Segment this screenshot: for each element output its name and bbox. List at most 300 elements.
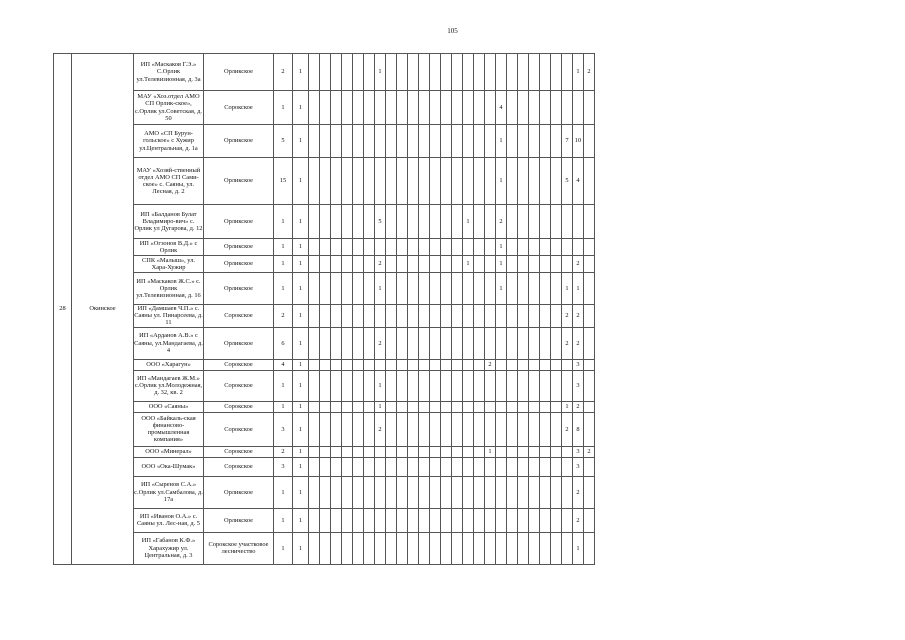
value-cell (540, 91, 551, 125)
value-cell (386, 305, 397, 328)
value-cell (419, 359, 430, 370)
value-cell (474, 446, 485, 457)
value-cell (320, 457, 331, 476)
value-cell (309, 327, 320, 359)
value-cell: 2 (375, 256, 386, 273)
value-cell (562, 205, 573, 239)
value-cell (463, 476, 474, 508)
value-cell (496, 305, 507, 328)
value-cell (474, 256, 485, 273)
value-cell (375, 158, 386, 205)
table-row (54, 305, 595, 328)
value-cell (353, 446, 364, 457)
value-cell (397, 359, 408, 370)
value-cell (331, 370, 342, 401)
value-cell (386, 125, 397, 158)
value-cell (364, 508, 375, 532)
value-cell (309, 273, 320, 305)
value-cell (430, 54, 441, 91)
value-cell (518, 508, 529, 532)
value-cell (518, 359, 529, 370)
value-cell (540, 401, 551, 412)
value-cell (441, 305, 452, 328)
count-a-cell: 1 (274, 532, 293, 564)
value-cell (309, 370, 320, 401)
organization-cell: ИП «Маскаков Г.Э.» С.Орлик ул.Телевизионная, д. 3а (134, 54, 204, 91)
value-cell (309, 256, 320, 273)
value-cell (452, 457, 463, 476)
value-cell (529, 256, 540, 273)
count-a-cell: 3 (274, 412, 293, 446)
value-cell (452, 476, 463, 508)
forestry-cell: Орликское (204, 476, 274, 508)
value-cell (562, 256, 573, 273)
value-cell (353, 205, 364, 239)
value-cell (397, 457, 408, 476)
value-cell: 7 (562, 125, 573, 158)
count-b-cell: 1 (293, 446, 309, 457)
value-cell (331, 476, 342, 508)
value-cell (518, 446, 529, 457)
table-row (54, 446, 595, 457)
value-cell (474, 305, 485, 328)
value-cell: 2 (375, 412, 386, 446)
value-cell (309, 476, 320, 508)
value-cell (518, 91, 529, 125)
value-cell: 5 (375, 205, 386, 239)
value-cell (331, 359, 342, 370)
value-cell (331, 401, 342, 412)
count-a-cell: 2 (274, 305, 293, 328)
value-cell (562, 508, 573, 532)
value-cell (463, 305, 474, 328)
value-cell (441, 239, 452, 256)
value-cell (342, 401, 353, 412)
table-row (54, 158, 595, 205)
value-cell: 1 (496, 158, 507, 205)
organization-cell: ИП «Маскаков Ж.С.» с. Орлик ул.Телевизионная, д. 16 (134, 273, 204, 305)
table-row (54, 370, 595, 401)
value-cell (529, 54, 540, 91)
value-cell (463, 532, 474, 564)
count-b-cell: 1 (293, 401, 309, 412)
value-cell (551, 370, 562, 401)
value-cell (408, 305, 419, 328)
value-cell (408, 508, 419, 532)
value-cell (562, 446, 573, 457)
count-a-cell: 1 (274, 476, 293, 508)
value-cell (320, 327, 331, 359)
count-b-cell: 1 (293, 54, 309, 91)
value-cell: 1 (562, 273, 573, 305)
count-a-cell: 1 (274, 401, 293, 412)
organization-cell: СПК «Малыш», ул. Хара-Хужир (134, 256, 204, 273)
value-cell (353, 327, 364, 359)
value-cell (551, 412, 562, 446)
value-cell (397, 532, 408, 564)
value-cell (364, 125, 375, 158)
value-cell (386, 205, 397, 239)
value-cell (397, 54, 408, 91)
value-cell: 2 (496, 205, 507, 239)
value-cell (441, 273, 452, 305)
value-cell (309, 359, 320, 370)
value-cell: 1 (463, 256, 474, 273)
value-cell (529, 359, 540, 370)
count-a-cell: 15 (274, 158, 293, 205)
value-cell (430, 125, 441, 158)
forestry-cell: Орликское (204, 256, 274, 273)
value-cell (518, 256, 529, 273)
value-cell (419, 256, 430, 273)
value-cell (463, 370, 474, 401)
value-cell: 1 (573, 532, 584, 564)
count-a-cell: 3 (274, 457, 293, 476)
count-a-cell: 4 (274, 359, 293, 370)
value-cell (529, 457, 540, 476)
organization-cell: ООО «Саяны» (134, 401, 204, 412)
value-cell (507, 446, 518, 457)
value-cell (320, 125, 331, 158)
value-cell (386, 359, 397, 370)
value-cell (507, 239, 518, 256)
value-cell (397, 205, 408, 239)
value-cell (551, 401, 562, 412)
value-cell (485, 457, 496, 476)
value-cell (408, 370, 419, 401)
value-cell (430, 205, 441, 239)
value-cell (419, 401, 430, 412)
value-cell (474, 508, 485, 532)
value-cell (452, 125, 463, 158)
value-cell (551, 476, 562, 508)
value-cell: 2 (573, 256, 584, 273)
value-cell: 1 (573, 273, 584, 305)
value-cell (540, 457, 551, 476)
value-cell (342, 205, 353, 239)
value-cell (584, 476, 595, 508)
value-cell (419, 273, 430, 305)
value-cell (452, 305, 463, 328)
value-cell (430, 327, 441, 359)
value-cell: 3 (573, 370, 584, 401)
value-cell (518, 125, 529, 158)
value-cell (551, 305, 562, 328)
value-cell (485, 305, 496, 328)
value-cell (485, 370, 496, 401)
value-cell (562, 370, 573, 401)
value-cell (463, 508, 474, 532)
value-cell (518, 273, 529, 305)
value-cell (474, 401, 485, 412)
value-cell (419, 305, 430, 328)
organization-cell: ООО «Минерал» (134, 446, 204, 457)
value-cell (364, 532, 375, 564)
value-cell (309, 446, 320, 457)
value-cell (320, 256, 331, 273)
count-b-cell: 1 (293, 256, 309, 273)
value-cell (331, 412, 342, 446)
value-cell (485, 205, 496, 239)
organization-cell: ИП «Габанов К.Ф.» Харахужир ул. Центральная, д. 3 (134, 532, 204, 564)
value-cell (529, 532, 540, 564)
value-cell (529, 305, 540, 328)
value-cell (430, 532, 441, 564)
value-cell (386, 256, 397, 273)
value-cell (419, 476, 430, 508)
value-cell (364, 256, 375, 273)
value-cell (485, 91, 496, 125)
value-cell (353, 305, 364, 328)
value-cell (309, 54, 320, 91)
value-cell (386, 91, 397, 125)
value-cell (430, 401, 441, 412)
value-cell (463, 54, 474, 91)
organization-cell: МАУ «Хоз.отдел АМО СП Орлик-ское», с.Орлик ул.Советская, д. 50 (134, 91, 204, 125)
count-b-cell: 1 (293, 327, 309, 359)
value-cell (474, 457, 485, 476)
value-cell (375, 532, 386, 564)
value-cell: 2 (573, 327, 584, 359)
value-cell (584, 91, 595, 125)
value-cell (529, 370, 540, 401)
value-cell (320, 273, 331, 305)
count-a-cell: 1 (274, 508, 293, 532)
value-cell: 1 (562, 401, 573, 412)
value-cell (518, 401, 529, 412)
value-cell (408, 91, 419, 125)
value-cell: 2 (573, 476, 584, 508)
value-cell (540, 476, 551, 508)
value-cell (452, 91, 463, 125)
value-cell (364, 54, 375, 91)
table-row (54, 532, 595, 564)
value-cell (507, 125, 518, 158)
value-cell (331, 457, 342, 476)
value-cell (452, 532, 463, 564)
count-b-cell: 1 (293, 412, 309, 446)
value-cell (408, 359, 419, 370)
value-cell (551, 91, 562, 125)
value-cell (551, 359, 562, 370)
value-cell (540, 256, 551, 273)
organization-cell: МАУ «Хозяй-ственный отдел АМО СП Сами-ское» с. Саяны, ул. Лесная, д. 2 (134, 158, 204, 205)
value-cell (320, 158, 331, 205)
value-cell (529, 91, 540, 125)
value-cell (397, 239, 408, 256)
organization-cell: ООО «Ока-Шумак» (134, 457, 204, 476)
value-cell (364, 327, 375, 359)
value-cell (452, 370, 463, 401)
value-cell (342, 54, 353, 91)
value-cell (485, 327, 496, 359)
value-cell (584, 412, 595, 446)
value-cell (529, 239, 540, 256)
value-cell (551, 239, 562, 256)
value-cell: 2 (573, 508, 584, 532)
forestry-cell: Орликское (204, 158, 274, 205)
value-cell (452, 412, 463, 446)
value-cell (364, 446, 375, 457)
count-a-cell: 2 (274, 446, 293, 457)
count-b-cell: 1 (293, 532, 309, 564)
value-cell (419, 370, 430, 401)
value-cell (441, 476, 452, 508)
value-cell (397, 125, 408, 158)
count-a-cell: 1 (274, 91, 293, 125)
value-cell (408, 532, 419, 564)
value-cell (386, 239, 397, 256)
value-cell (353, 54, 364, 91)
value-cell (463, 91, 474, 125)
value-cell (364, 158, 375, 205)
value-cell: 3 (573, 446, 584, 457)
value-cell (331, 273, 342, 305)
value-cell (375, 446, 386, 457)
value-cell (540, 370, 551, 401)
value-cell: 3 (573, 457, 584, 476)
table-row (54, 205, 595, 239)
value-cell: 4 (573, 158, 584, 205)
value-cell (419, 54, 430, 91)
count-b-cell: 1 (293, 457, 309, 476)
value-cell (441, 532, 452, 564)
value-cell (507, 508, 518, 532)
value-cell (441, 446, 452, 457)
value-cell (573, 239, 584, 256)
value-cell (584, 508, 595, 532)
value-cell (353, 508, 364, 532)
value-cell (452, 327, 463, 359)
value-cell (441, 370, 452, 401)
value-cell: 2 (573, 401, 584, 412)
value-cell (452, 205, 463, 239)
value-cell (441, 401, 452, 412)
value-cell (386, 457, 397, 476)
forestry-cell: Сорокское участковое лесничество (204, 532, 274, 564)
value-cell (496, 370, 507, 401)
table-row (54, 239, 595, 256)
value-cell (309, 457, 320, 476)
value-cell (331, 508, 342, 532)
value-cell (463, 446, 474, 457)
value-cell (496, 476, 507, 508)
table-row (54, 327, 595, 359)
value-cell (342, 532, 353, 564)
count-b-cell: 1 (293, 370, 309, 401)
value-cell (364, 412, 375, 446)
value-cell (353, 256, 364, 273)
organization-cell: АМО «СП Бурун-гольское» с Хужир ул.Центральная, д. 1а (134, 125, 204, 158)
value-cell (441, 327, 452, 359)
value-cell (364, 401, 375, 412)
value-cell (562, 457, 573, 476)
value-cell: 10 (573, 125, 584, 158)
organization-cell: ИП «Сыренов С.А.» с.Орлик ул.Самбалова, д. 17а (134, 476, 204, 508)
value-cell (353, 457, 364, 476)
value-cell (419, 446, 430, 457)
count-b-cell: 1 (293, 125, 309, 158)
value-cell (397, 327, 408, 359)
value-cell (375, 359, 386, 370)
organization-cell: ИП «Огзонов В.Д.» с Орлик (134, 239, 204, 256)
value-cell (529, 327, 540, 359)
value-cell (551, 125, 562, 158)
value-cell (463, 359, 474, 370)
value-cell (507, 273, 518, 305)
value-cell (452, 446, 463, 457)
value-cell (342, 457, 353, 476)
value-cell (430, 158, 441, 205)
value-cell (507, 256, 518, 273)
value-cell (364, 205, 375, 239)
value-cell (430, 256, 441, 273)
value-cell (386, 508, 397, 532)
value-cell (309, 239, 320, 256)
forestry-cell: Орликское (204, 273, 274, 305)
value-cell (309, 508, 320, 532)
value-cell (474, 54, 485, 91)
value-cell (551, 158, 562, 205)
value-cell (562, 54, 573, 91)
table-row (54, 476, 595, 508)
value-cell: 2 (485, 359, 496, 370)
count-b-cell: 1 (293, 359, 309, 370)
value-cell (584, 359, 595, 370)
value-cell (540, 158, 551, 205)
forestry-cell: Сорокское (204, 91, 274, 125)
value-cell (551, 508, 562, 532)
value-cell (540, 125, 551, 158)
value-cell (584, 125, 595, 158)
value-cell (408, 205, 419, 239)
value-cell (518, 305, 529, 328)
value-cell (419, 532, 430, 564)
value-cell (353, 125, 364, 158)
table-row (54, 412, 595, 446)
value-cell (584, 305, 595, 328)
value-cell (474, 327, 485, 359)
value-cell (430, 457, 441, 476)
value-cell (386, 446, 397, 457)
value-cell (529, 476, 540, 508)
value-cell (441, 91, 452, 125)
value-cell (320, 532, 331, 564)
value-cell (474, 205, 485, 239)
value-cell (584, 457, 595, 476)
value-cell (551, 457, 562, 476)
value-cell (375, 239, 386, 256)
value-cell (397, 401, 408, 412)
value-cell (573, 205, 584, 239)
value-cell: 1 (496, 273, 507, 305)
value-cell (584, 205, 595, 239)
value-cell (386, 401, 397, 412)
value-cell (408, 401, 419, 412)
value-cell (518, 532, 529, 564)
value-cell (331, 54, 342, 91)
value-cell (309, 205, 320, 239)
value-cell (419, 205, 430, 239)
table-row (54, 508, 595, 532)
value-cell (540, 54, 551, 91)
value-cell (430, 273, 441, 305)
value-cell (507, 205, 518, 239)
value-cell (342, 370, 353, 401)
value-cell (342, 256, 353, 273)
value-cell: 2 (562, 412, 573, 446)
value-cell (364, 273, 375, 305)
